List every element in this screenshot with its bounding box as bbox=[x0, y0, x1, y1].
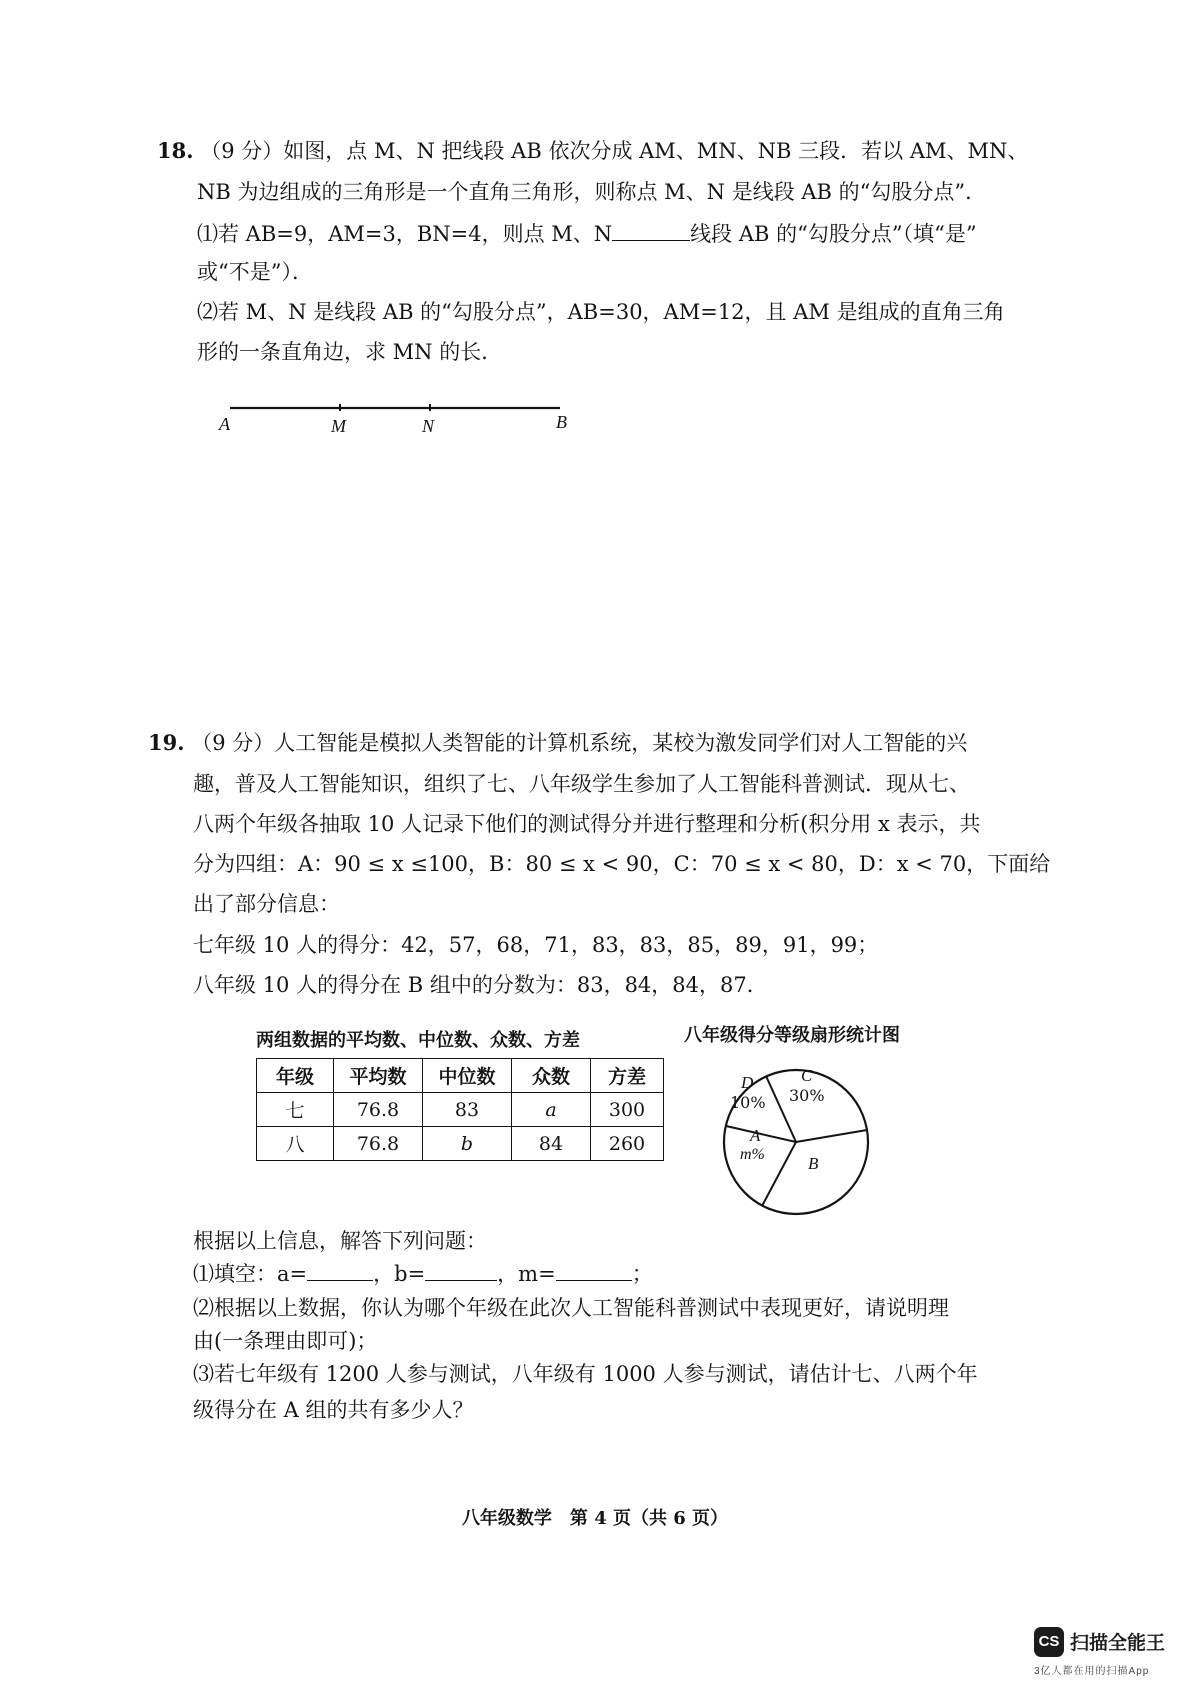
q18-part1-b: 线段 AB 的“勾股分点”（填“是” bbox=[690, 222, 977, 246]
cell-mean: 76.8 bbox=[334, 1093, 423, 1127]
q19-part1-c: ，m= bbox=[497, 1262, 556, 1286]
camscanner-logo-icon: CS bbox=[1034, 1627, 1064, 1657]
pie-divider-ba bbox=[762, 1142, 796, 1206]
q18-number: 18. bbox=[157, 138, 194, 163]
cell-mode: 84 bbox=[512, 1127, 591, 1161]
watermark-subtitle: 3亿人都在用的扫描App bbox=[1034, 1666, 1150, 1677]
q18-line2: NB 为边组成的三角形是一个直角三角形，则称点 M、N 是线段 AB 的“勾股分点”． bbox=[197, 180, 987, 204]
pie-d-label: D bbox=[741, 1073, 754, 1092]
q19-line6: 七年级 10 人的得分：42，57，68，71，83，83，85，89，91，99； bbox=[193, 933, 879, 957]
segment-figure bbox=[220, 398, 580, 438]
point-b-label: B bbox=[556, 412, 567, 432]
page-footer: 八年级数学 第 4 页（共 6 页） bbox=[461, 1508, 729, 1529]
q19-part2-b: 由(一条理由即可)； bbox=[193, 1329, 378, 1353]
pie-a-pct: m% bbox=[740, 1146, 765, 1163]
watermark-title: 扫描全能王 bbox=[1070, 1633, 1166, 1654]
header-mean: 平均数 bbox=[334, 1059, 423, 1093]
table-row bbox=[257, 1127, 664, 1161]
q18-part1-c: 或“不是”）． bbox=[197, 260, 313, 284]
stats-table bbox=[256, 1058, 664, 1161]
q19-part3-b: 级得分在 A 组的共有多少人？ bbox=[193, 1398, 474, 1422]
cell-mean: 76.8 bbox=[334, 1127, 423, 1161]
answer-blank-m[interactable] bbox=[556, 1258, 632, 1281]
q18-part2-b: 形的一条直角边，求 MN 的长． bbox=[197, 340, 503, 364]
pie-a-label: A bbox=[750, 1126, 761, 1145]
point-n-label: N bbox=[422, 416, 435, 436]
cell-variance: 300 bbox=[591, 1093, 664, 1127]
q19-line2: 趣，普及人工智能知识，组织了七、八年级学生参加了人工智能科普测试．现从七、 bbox=[193, 772, 970, 796]
header-grade: 年级 bbox=[257, 1059, 334, 1093]
q19-part2-a: ⑵根据以上数据，你认为哪个年级在此次人工智能科普测试中表现更好，请说明理 bbox=[193, 1296, 949, 1320]
answer-blank-b[interactable] bbox=[425, 1258, 497, 1281]
point-a-label: A bbox=[219, 414, 230, 434]
cell-variance: 260 bbox=[591, 1127, 664, 1161]
pie-title: 八年级得分等级扇形统计图 bbox=[684, 1025, 900, 1046]
pie-c-pct: 30% bbox=[789, 1086, 825, 1105]
q19-line5: 出了部分信息： bbox=[193, 892, 340, 916]
cell-grade: 八 bbox=[257, 1127, 334, 1161]
cell-median: b bbox=[423, 1127, 512, 1161]
table-caption: 两组数据的平均数、中位数、众数、方差 bbox=[256, 1030, 580, 1051]
q18-part1 bbox=[197, 218, 977, 249]
header-variance: 方差 bbox=[591, 1059, 664, 1093]
table-header-row bbox=[257, 1059, 664, 1093]
answer-blank-a[interactable] bbox=[307, 1258, 373, 1281]
q18-answer-blank[interactable] bbox=[612, 218, 690, 241]
q19-part1-b: ，b= bbox=[373, 1262, 426, 1286]
q18-part1-a: ⑴若 AB=9，AM=3，BN=4，则点 M、N bbox=[197, 222, 613, 246]
q18-line1 bbox=[157, 136, 1028, 166]
cell-grade: 七 bbox=[257, 1093, 334, 1127]
q19-part1-a: ⑴填空：a= bbox=[193, 1262, 308, 1286]
q18-part2-a: ⑵若 M、N 是线段 AB 的“勾股分点”，AB=30，AM=12，且 AM 是组成的直角三角 bbox=[197, 300, 1005, 324]
q18-text1: （9 分）如图，点 M、N 把线段 AB 依次分成 AM、MN、NB 三段．若以 AM、MN、 bbox=[200, 139, 1029, 163]
pie-chart bbox=[714, 1060, 878, 1224]
header-mode: 众数 bbox=[512, 1059, 591, 1093]
pie-divider-cb bbox=[796, 1130, 867, 1142]
cell-median: 83 bbox=[423, 1093, 512, 1127]
header-median: 中位数 bbox=[423, 1059, 512, 1093]
q19-line3: 八两个年级各抽取 10 人记录下他们的测试得分并进行整理和分析(积分用 x 表示，共 bbox=[193, 812, 981, 836]
point-m-label: M bbox=[331, 416, 346, 436]
q19-line1 bbox=[148, 728, 967, 758]
pie-d-pct: 10% bbox=[730, 1093, 766, 1112]
q19-text1: （9 分）人工智能是模拟人类智能的计算机系统，某校为激发同学们对人工智能的兴 bbox=[191, 731, 968, 755]
q19-part1-d: ； bbox=[631, 1262, 653, 1286]
q19-line7: 八年级 10 人的得分在 B 组中的分数为：83，84，84，87． bbox=[193, 973, 768, 997]
q19-part3-a: ⑶若七年级有 1200 人参与测试，八年级有 1000 人参与测试，请估计七、八两个年 bbox=[193, 1362, 978, 1386]
q19-ask: 根据以上信息，解答下列问题： bbox=[193, 1229, 487, 1253]
pie-divider-ad bbox=[726, 1126, 796, 1142]
pie-c-label: C bbox=[801, 1066, 813, 1085]
q19-part1 bbox=[193, 1258, 653, 1289]
cell-mode: a bbox=[512, 1093, 591, 1127]
table-row bbox=[257, 1093, 664, 1127]
q19-line4: 分为四组：A：90 ≤ x ≤100，B：80 ≤ x < 90，C：70 ≤ x < 80，D：x < 70，下面给 bbox=[193, 852, 1051, 876]
q19-number: 19. bbox=[148, 730, 185, 755]
pie-b-label: B bbox=[808, 1154, 819, 1173]
